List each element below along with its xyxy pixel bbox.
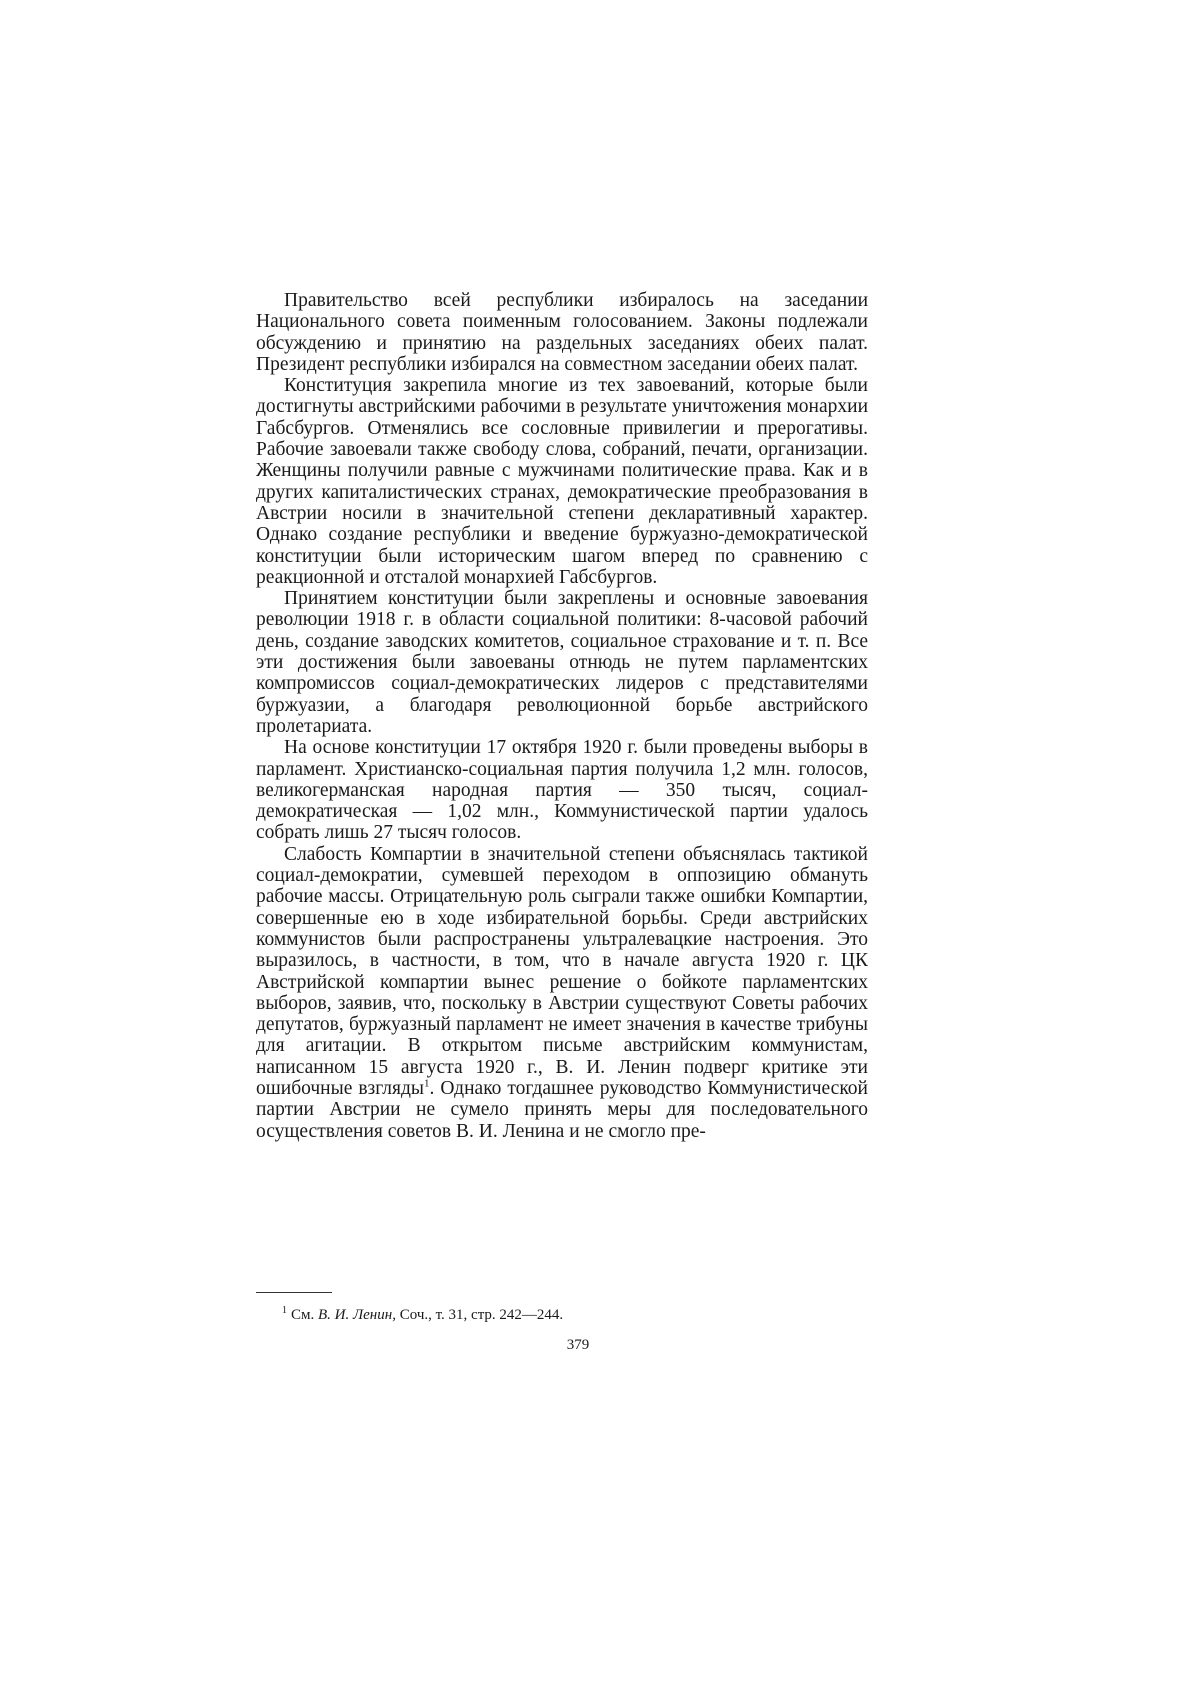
- paragraph: На основе конституции 17 октября 1920 г. были проведены выборы в парламент. Христианско-социальная партия получила 1,2 млн. голосов, великогерманская народная партия — 350 тысяч, социал-демократическая — 1,02 млн., Коммунистической партии удалось собрать лишь 27 тысяч голосов.: [256, 737, 868, 844]
- footnote-author: В. И. Ленин,: [318, 1307, 396, 1323]
- footnote-prefix: См.: [291, 1307, 315, 1323]
- footnote: [282, 1302, 842, 1324]
- footnote-reference[interactable]: 1: [424, 1077, 430, 1090]
- paragraph: Конституция закрепила многие из тех завоеваний, которые были достигнуты австрийскими рабочими в результате уничтожения монархии Габсбургов. Отменялись все сословные привилегии и прерогативы. Рабочие завоевали также свободу слова, собраний, печати, организации. Женщины получили равные с мужчинами политические права. Как и в других капиталистических странах, демократические преобразования в Австрии носили в значительной степени декларативный характер. Однако создание республики и введение буржуазно-демократической конституции были историческим шагом вперед по сравнению с реакционной и отсталой монархией Габсбургов.: [256, 375, 868, 588]
- main-text: [256, 290, 868, 1142]
- paragraph: Правительство всей республики избиралось на заседании Национального совета поименным голосованием. Законы подлежали обсуждению и принятию на раздельных заседаниях обеих палат. Президент республики избирался на совместном заседании обеих палат.: [256, 290, 868, 375]
- paragraph: Принятием конституции были закреплены и основные завоевания революции 1918 г. в области социальной политики: 8-часовой рабочий день, создание заводских комитетов, социальное страхование и т. п. Все эти достижения были завоеваны отнюдь не путем парламентских компромиссов социал-демократических лидеров с представителями буржуазии, а благодаря революционной борьбе австрийского пролетариата.: [256, 588, 868, 737]
- paragraph-text-continued: . Однако тогдашнее руководство Коммунистической партии Австрии не сумело принять меры для последовательного осуществления советов В. И. Ленина и не смогло пре-: [256, 1077, 868, 1142]
- footnote-source: Соч., т. 31, стр. 242—244.: [399, 1307, 564, 1323]
- paragraph-text: Слабость Компартии в значительной степени объяснялась тактикой социал-демократии, сумевшей переходом в оппозицию обмануть рабочие массы. Отрицательную роль сыграли также ошибки Компартии, совершенные ею в ходе избирательной борьбы. Среди австрийских коммунистов были распространены ультралевацкие настроения. Это выразилось, в частности, в том, что в начале августа 1920 г. ЦК Австрийской компартии вынес решение о бойкоте парламентских выборов, заявив, что, поскольку в Австрии существуют Советы рабочих депутатов, буржуазный парламент не имеет значения в качестве трибуны для агитации. В открытом письме австрийским коммунистам, написанном 15 августа 1920 г., В. И. Ленин подверг критике эти ошибочные взгляды: [256, 843, 868, 1099]
- page-number: 379: [566, 1337, 590, 1353]
- footnote-divider: [256, 1292, 332, 1293]
- footnote-mark: 1: [282, 1305, 287, 1316]
- paragraph-with-note: [256, 844, 868, 1142]
